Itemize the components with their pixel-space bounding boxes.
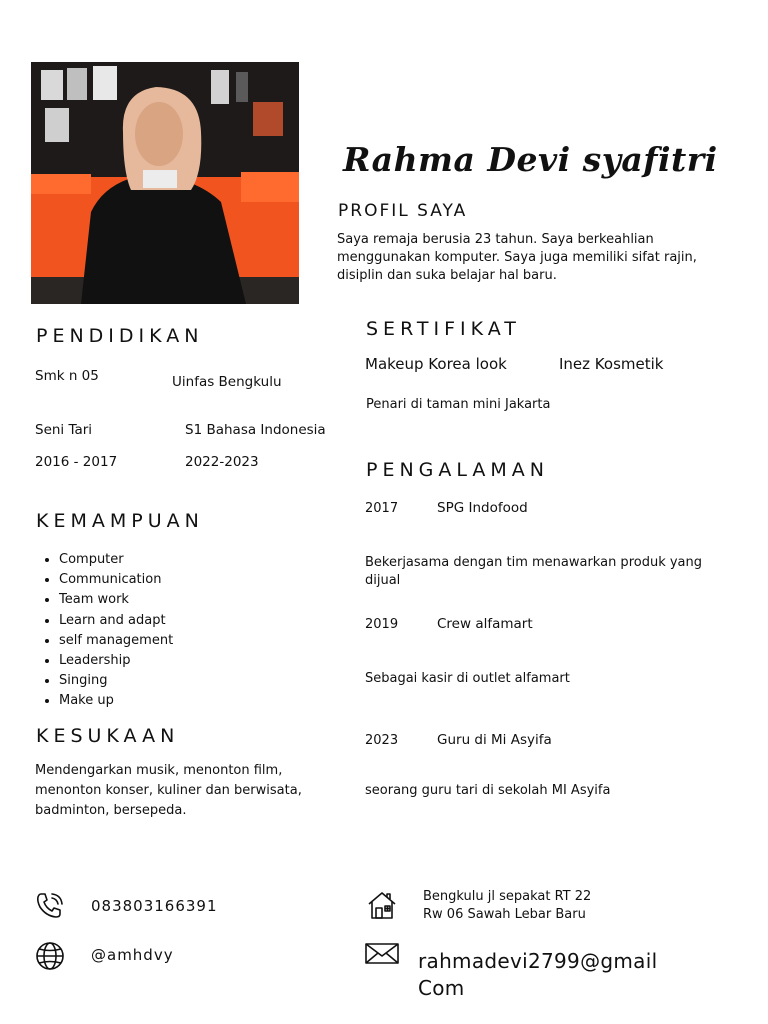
email-line-2: Com <box>418 976 465 1000</box>
certificate-2: Penari di taman mini Jakarta <box>366 397 551 412</box>
email-line-1: rahmadevi2799@gmail <box>418 949 658 973</box>
skills-heading: KEMAMPUAN <box>36 510 204 532</box>
certificates-heading: SERTIFIKAT <box>366 318 521 340</box>
experience-year: 2023 <box>365 733 399 748</box>
skill-item: • self management <box>59 631 173 651</box>
education-school-2: Uinfas Bengkulu <box>172 374 282 390</box>
profile-text: Saya remaja berusia 23 tahun. Saya berkeahlian menggunakan komputer. Saya juga memiliki sifat rajin, disiplin dan suka belajar hal baru. <box>337 232 697 283</box>
email[interactable] <box>418 948 657 1002</box>
social-handle: @amhdvy <box>91 946 174 964</box>
skill-item: • Make up <box>59 691 173 711</box>
hobbies-text: Mendengarkan musik, menonton film, menonton konser, kuliner dan berwisata, badminton, bersepeda. <box>35 763 302 818</box>
globe-icon <box>34 940 66 972</box>
full-name: Rahma Devi syafitri <box>343 140 718 179</box>
education-major-1: Seni Tari <box>35 422 93 438</box>
experience-year: 2017 <box>365 501 399 516</box>
skill-item: • Singing <box>59 671 173 691</box>
experience-desc: seorang guru tari di sekolah MI Asyifa <box>365 783 611 798</box>
address <box>423 888 591 924</box>
skill-item: • Communication <box>59 570 173 590</box>
experience-desc: Sebagai kasir di outlet alfamart <box>365 671 570 686</box>
phone-icon <box>34 890 66 922</box>
education-school-1: Smk n 05 <box>35 368 99 384</box>
education-heading: PENDIDIKAN <box>36 325 204 347</box>
profile-photo <box>31 62 299 304</box>
certificate-1-issuer: Inez Kosmetik <box>559 355 664 373</box>
skill-item: • Leadership <box>59 651 173 671</box>
experience-title: Crew alfamart <box>437 616 533 632</box>
address-line-2: Rw 06 Sawah Lebar Baru <box>423 907 586 922</box>
experience-desc: Bekerjasama dengan tim menawarkan produk yang dijual <box>365 555 703 588</box>
address-line-1: Bengkulu jl sepakat RT 22 <box>423 889 592 904</box>
skill-item: • Team work <box>59 590 173 610</box>
experience-year: 2019 <box>365 617 399 632</box>
hobbies-heading: KESUKAAN <box>36 725 180 747</box>
home-icon <box>366 889 398 921</box>
skill-item: • Computer <box>59 550 173 570</box>
education-years-1: 2016 - 2017 <box>35 454 118 470</box>
experience-title: SPG Indofood <box>437 500 528 516</box>
experience-heading: PENGALAMAN <box>366 459 550 481</box>
experience-title: Guru di Mi Asyifa <box>437 732 552 748</box>
skill-item: • Learn and adapt <box>59 611 173 631</box>
profile-heading: PROFIL SAYA <box>338 201 468 221</box>
phone-number: 083803166391 <box>91 897 218 915</box>
education-major-2: S1 Bahasa Indonesia <box>185 422 326 438</box>
mail-icon <box>364 939 400 967</box>
skills-list <box>35 550 173 712</box>
education-years-2: 2022-2023 <box>185 454 259 470</box>
certificate-1: Makeup Korea look <box>365 355 507 373</box>
